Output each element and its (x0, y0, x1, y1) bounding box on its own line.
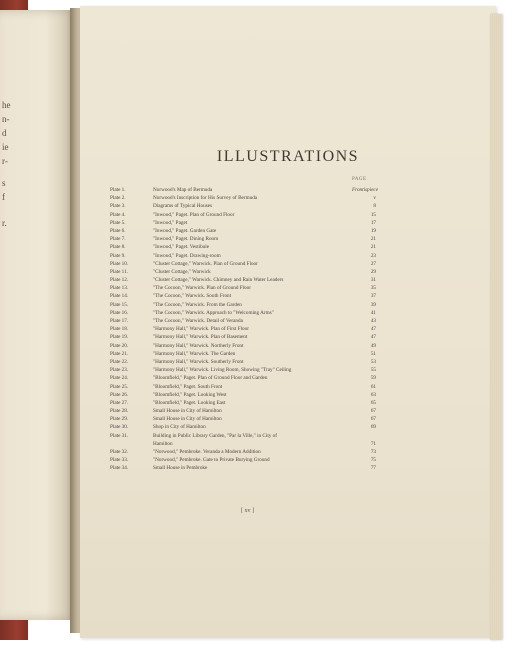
left-page-fragment: f (2, 192, 5, 202)
plate-page-number: 77 (370, 465, 376, 472)
plate-caption: "The Cocoon," Warwick. Approach to "Welcoming Arms" (153, 309, 274, 316)
plate-number: Plate 11. (110, 268, 128, 275)
left-page-fragment: he (2, 100, 11, 110)
plate-entry (110, 440, 376, 448)
plate-number: Plate 26. (110, 391, 129, 398)
plate-page-number: 39 (370, 301, 376, 308)
plate-caption: "The Cocoon," Warwick. Plan of Ground Floor (153, 285, 251, 292)
plate-entry (110, 309, 376, 317)
plate-page-number: 55 (370, 367, 376, 374)
plate-entry (110, 456, 376, 464)
plate-number: Plate 2. (110, 195, 126, 202)
plate-number: Plate 14. (110, 293, 129, 300)
plate-caption: "Bloomfield," Paget. Looking East (153, 399, 226, 406)
plate-caption: "Inwood," Paget. Plan of Ground Floor (153, 211, 235, 218)
plate-page-number: 67 (370, 408, 376, 415)
plate-caption: "Inwood," Paget. Vestibule (153, 244, 210, 251)
plate-caption: "Inwood," Paget. Drawing-room (153, 252, 221, 259)
illustrations-list (110, 186, 378, 473)
plate-page-number: Frontispiece (351, 187, 378, 193)
plate-caption: Building in Public Library Garden, "Par la Ville," in City of (153, 432, 277, 439)
plate-page-number: 23 (370, 252, 376, 259)
plate-page-number: v (373, 195, 376, 202)
plate-caption: "Cluster Cottage," Warwick. Plan of Ground Floor (153, 260, 258, 267)
left-page-fragment: r. (2, 218, 7, 228)
page-edges (490, 14, 502, 640)
plate-entry (110, 350, 376, 358)
plate-caption: "Norwood," Pembroke. Gate to Private Burying Ground (153, 457, 270, 464)
plate-number: Plate 33. (110, 457, 129, 464)
plate-caption: Diagrams of Typical Houses (153, 203, 213, 210)
plate-page-number: 75 (370, 457, 376, 464)
plate-entry (110, 448, 376, 456)
plate-caption: Norwood's Map of Bermuda (153, 187, 213, 193)
plate-page-number: 69 (370, 424, 376, 431)
plate-caption: "Cluster Cottage," Warwick (153, 268, 211, 275)
left-page-fragment: ie (2, 142, 9, 152)
plate-number: Plate 19. (110, 334, 129, 341)
plate-number: Plate 3. (110, 203, 126, 210)
plate-page-number: 59 (370, 375, 376, 382)
plate-entry (110, 391, 376, 399)
plate-caption: "Harmony Hall," Warwick. Plan of Basement (153, 334, 248, 341)
plate-page-number: 19 (370, 227, 376, 234)
page-column-label: PAGE (352, 177, 367, 182)
plate-entry (110, 432, 372, 440)
plate-caption: Hamilton (153, 440, 173, 447)
plate-caption: "Cluster Cottage," Warwick. Chimney and Rain Water Leaders (153, 277, 284, 284)
plate-number: Plate 24. (110, 375, 129, 382)
plate-caption: "Inwood," Paget (153, 219, 188, 226)
plate-page-number: 63 (370, 391, 376, 398)
plate-number: Plate 4. (110, 211, 126, 218)
plate-number: Plate 9. (110, 252, 126, 259)
plate-caption: "The Cocoon," Warwick. From the Garden (153, 301, 242, 308)
plate-entry (110, 333, 376, 341)
plate-caption: "Inwood," Paget. Garden Gate (153, 227, 217, 234)
plate-number: Plate 30. (110, 424, 129, 431)
plate-number: Plate 27. (110, 399, 129, 406)
page-title: ILLUSTRATIONS (216, 148, 360, 165)
plate-number: Plate 5. (110, 219, 126, 226)
plate-entry (110, 202, 376, 210)
plate-entry (110, 260, 376, 268)
plate-caption: Norwood's Inscription for His Survey of Bermuda (153, 195, 258, 202)
plate-number: Plate 1. (110, 187, 126, 193)
plate-caption: "Inwood," Paget. Dining Room (153, 236, 219, 243)
plate-page-number: 61 (370, 383, 376, 390)
plate-caption: "The Cocoon," Warwick. Detail of Veranda (153, 318, 243, 324)
plate-number: Plate 34. (110, 465, 129, 472)
plate-caption: "Harmony Hall," Warwick. Living Room, Showing "Tray" Ceiling (153, 367, 292, 374)
plate-number: Plate 20. (110, 342, 129, 349)
plate-page-number: 71 (370, 440, 376, 447)
plate-entry (110, 284, 376, 292)
plate-entry (110, 186, 378, 194)
plate-number: Plate 10. (110, 260, 129, 267)
plate-number: Plate 15. (110, 301, 129, 308)
plate-entry (110, 325, 376, 333)
plate-page-number: 27 (370, 260, 376, 267)
plate-number: Plate 31. (110, 432, 129, 439)
plate-page-number: 65 (370, 399, 376, 406)
plate-number: Plate 23. (110, 367, 129, 374)
plate-number: Plate 7. (110, 236, 126, 243)
plate-number: Plate 32. (110, 449, 129, 455)
plate-caption: Small House in City of Hamilton (153, 416, 222, 423)
left-page-fragment: r- (2, 156, 8, 166)
plate-page-number: 43 (370, 318, 376, 324)
plate-number: Plate 22. (110, 358, 129, 365)
plate-entry (110, 276, 376, 284)
page-folio: [ xv ] (241, 508, 254, 514)
plate-number: Plate 17. (110, 318, 129, 324)
plate-entry (110, 252, 376, 260)
plate-page-number: 21 (370, 244, 376, 251)
plate-entry (110, 415, 376, 423)
plate-page-number: 51 (370, 350, 376, 357)
plate-entry (110, 317, 376, 325)
left-page-fragment: n- (2, 114, 10, 124)
plate-entry (110, 292, 376, 300)
plate-caption: "Harmony Hall," Warwick. Plan of First Floor (153, 326, 249, 333)
plate-caption: "Bloomfield," Paget. Plan of Ground Floor and Garden (153, 375, 268, 382)
plate-page-number: 35 (370, 285, 376, 292)
plate-entry (110, 407, 376, 415)
plate-caption: "Bloomfield," Paget. Looking West (153, 391, 227, 398)
plate-page-number: 8 (373, 203, 376, 210)
plate-entry (110, 399, 376, 407)
plate-entry (110, 219, 376, 227)
plate-number: Plate 21. (110, 350, 129, 357)
plate-number: Plate 12. (110, 277, 129, 284)
plate-page-number: 53 (370, 358, 376, 365)
plate-page-number: 21 (370, 236, 376, 243)
plate-entry (110, 268, 376, 276)
plate-entry (110, 374, 376, 382)
plate-caption: "The Cocoon," Warwick. South Front (153, 293, 232, 300)
plate-caption: "Bloomfield," Paget. South Front (153, 383, 223, 390)
plate-entry (110, 464, 376, 472)
plate-caption: Small House in City of Hamilton (153, 408, 222, 415)
plate-page-number: 49 (370, 342, 376, 349)
plate-entry (110, 383, 376, 391)
plate-caption: "Harmony Hall," Warwick. The Garden (153, 350, 236, 357)
plate-page-number: 41 (370, 309, 376, 316)
plate-number: Plate 13. (110, 285, 129, 292)
plate-entry (110, 227, 376, 235)
plate-entry (110, 301, 376, 309)
plate-page-number: 47 (370, 326, 376, 333)
plate-entry (110, 235, 376, 243)
left-page-fragment: s (2, 178, 6, 188)
plate-caption: "Harmony Hall," Warwick. Southerly Front (153, 358, 244, 365)
plate-page-number: 15 (370, 211, 376, 218)
plate-number: Plate 8. (110, 244, 126, 251)
plate-number: Plate 6. (110, 227, 126, 234)
plate-caption: "Norwood," Pembroke. Veranda a Modern Addition (153, 449, 261, 455)
plate-page-number: 67 (370, 416, 376, 423)
plate-entry (110, 358, 376, 366)
plate-page-number: 47 (370, 334, 376, 341)
plate-page-number: 31 (370, 277, 376, 284)
plate-number: Plate 29. (110, 416, 129, 423)
plate-caption: Shop in City of Hamilton (153, 424, 206, 431)
plate-entry (110, 211, 376, 219)
plate-entry (110, 423, 376, 431)
plate-number: Plate 25. (110, 383, 129, 390)
left-page (0, 10, 76, 620)
plate-number: Plate 28. (110, 408, 129, 415)
plate-number: Plate 16. (110, 309, 129, 316)
plate-page-number: 17 (370, 219, 376, 226)
plate-page-number: 29 (370, 268, 376, 275)
plate-caption: Small House in Pembroke (153, 465, 208, 472)
plate-entry (110, 243, 376, 251)
plate-entry (110, 194, 376, 202)
left-page-fragment: d (2, 128, 7, 138)
plate-number: Plate 18. (110, 326, 129, 333)
plate-entry (110, 342, 376, 350)
plate-page-number: 37 (370, 293, 376, 300)
plate-page-number: 73 (370, 449, 376, 455)
plate-caption: "Harmony Hall," Warwick. Northerly Front (153, 342, 244, 349)
plate-entry (110, 366, 376, 374)
